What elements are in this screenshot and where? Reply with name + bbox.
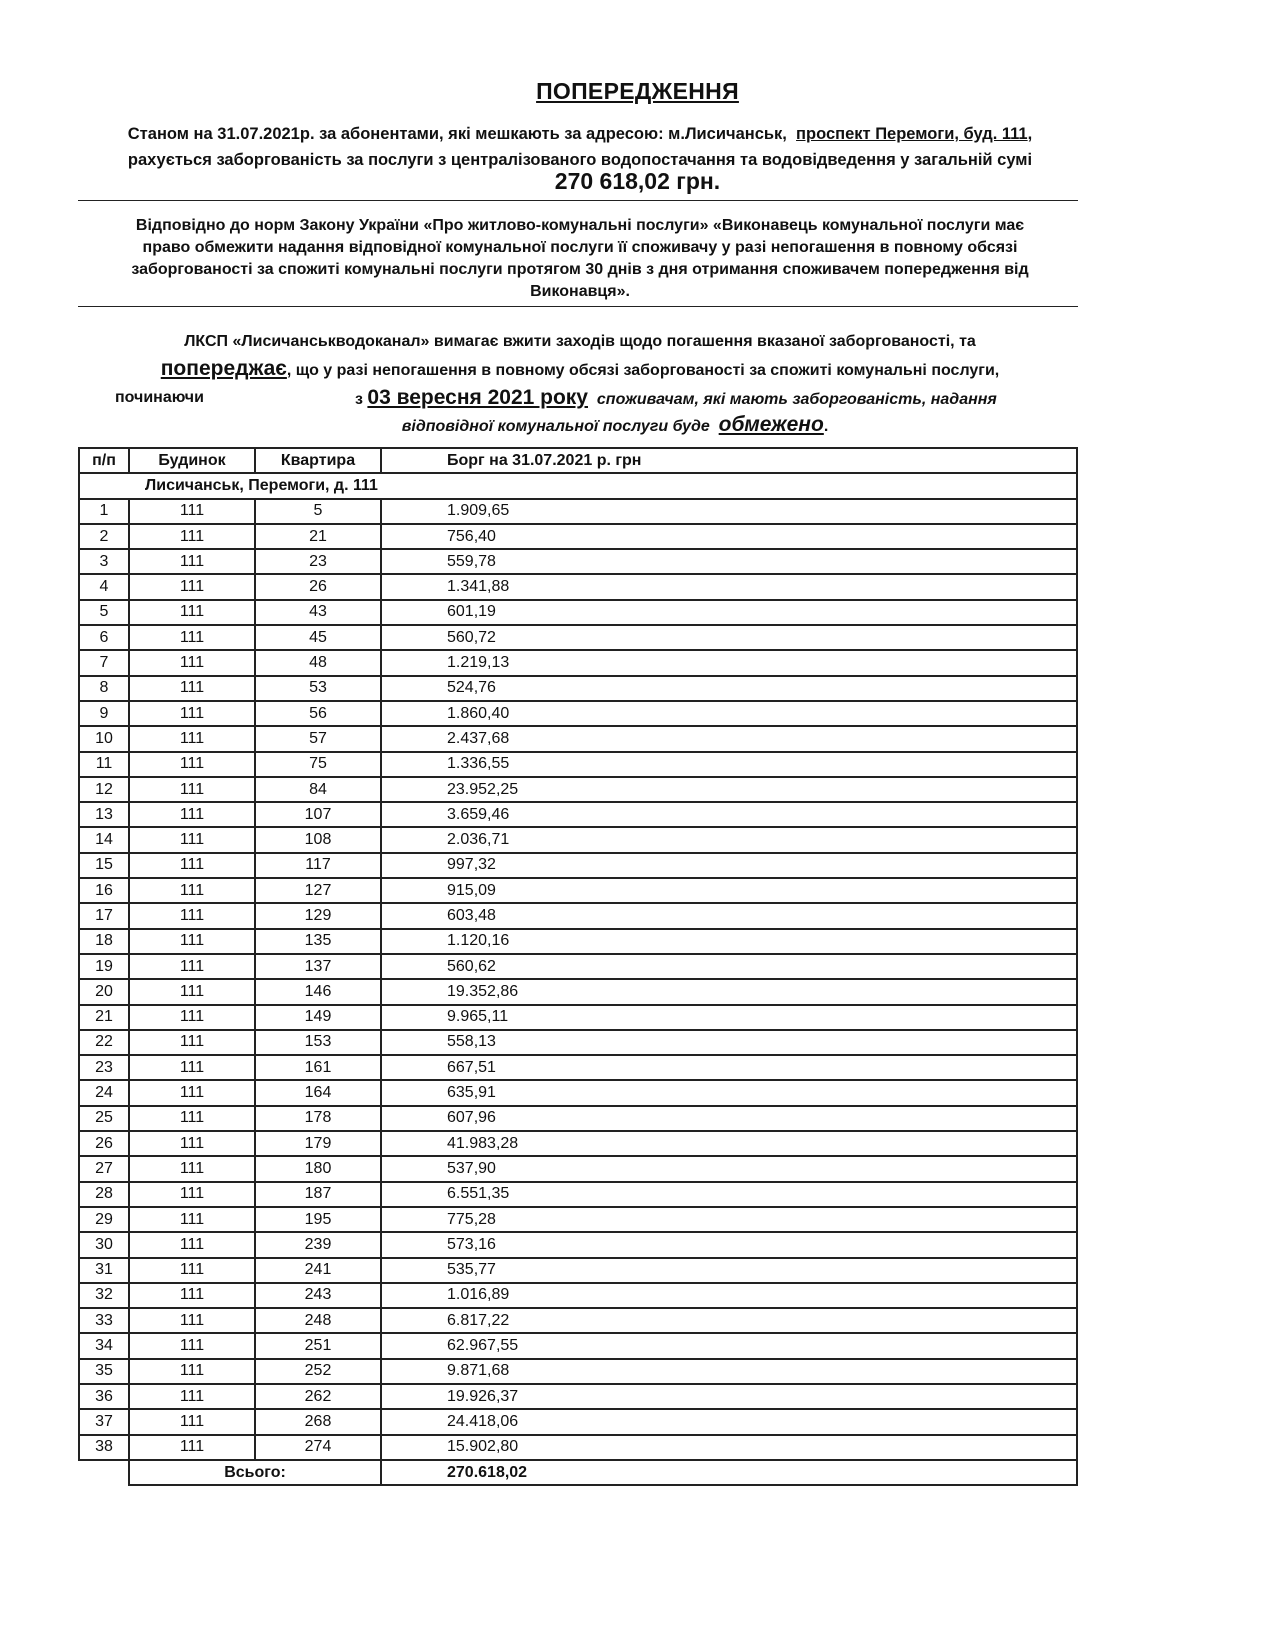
row-apartment: 262	[255, 1384, 381, 1409]
table-row	[79, 954, 1077, 979]
row-building: 111	[129, 929, 255, 954]
row-number: 14	[79, 827, 129, 852]
header-number: п/п	[79, 448, 129, 473]
row-debt: 9.965,11	[381, 1005, 1077, 1030]
row-number: 25	[79, 1106, 129, 1131]
row-building: 111	[129, 1232, 255, 1257]
row-apartment: 23	[255, 549, 381, 574]
row-number: 15	[79, 853, 129, 878]
row-debt: 997,32	[381, 853, 1077, 878]
row-building: 111	[129, 1182, 255, 1207]
row-building: 111	[129, 1131, 255, 1156]
table-row	[79, 752, 1077, 777]
address-subheader: Лисичанськ, Перемоги, д. 111	[79, 473, 1077, 498]
intro-comma: ,	[1027, 125, 1033, 143]
row-number: 36	[79, 1384, 129, 1409]
row-debt: 6.817,22	[381, 1308, 1077, 1333]
row-debt: 775,28	[381, 1207, 1077, 1232]
table-row	[79, 1258, 1077, 1283]
row-debt: 1.336,55	[381, 752, 1077, 777]
total-sum: 270 618,02 грн.	[554, 168, 721, 194]
row-building: 111	[129, 1030, 255, 1055]
table-row	[79, 1308, 1077, 1333]
table-row	[79, 600, 1077, 625]
row-apartment: 248	[255, 1308, 381, 1333]
row-building: 111	[129, 752, 255, 777]
row-building: 111	[129, 701, 255, 726]
row-number: 11	[79, 752, 129, 777]
row-number: 23	[79, 1055, 129, 1080]
row-debt: 9.871,68	[381, 1359, 1077, 1384]
row-debt: 560,62	[381, 954, 1077, 979]
row-building: 111	[129, 1005, 255, 1030]
row-apartment: 75	[255, 752, 381, 777]
header-debt: Борг на 31.07.2021 р. грн	[381, 448, 1077, 473]
table-row	[79, 1182, 1077, 1207]
table-row	[79, 1131, 1077, 1156]
intro-paragraph	[80, 121, 1080, 173]
table-row	[79, 1106, 1077, 1131]
row-number: 35	[79, 1359, 129, 1384]
warning-period: .	[823, 418, 829, 435]
row-debt: 2.036,71	[381, 827, 1077, 852]
row-apartment: 48	[255, 650, 381, 675]
row-building: 111	[129, 853, 255, 878]
table-row	[79, 777, 1077, 802]
row-building: 111	[129, 903, 255, 928]
table-row	[79, 1080, 1077, 1105]
row-number: 10	[79, 726, 129, 751]
row-debt: 62.967,55	[381, 1333, 1077, 1358]
row-building: 111	[129, 1080, 255, 1105]
row-apartment: 161	[255, 1055, 381, 1080]
row-building: 111	[129, 1156, 255, 1181]
law-line: заборгованості за спожиті комунальні послуги протягом 30 днів з дня отримання споживачем попередження від	[131, 261, 1029, 278]
row-number: 19	[79, 954, 129, 979]
row-building: 111	[129, 574, 255, 599]
document-title: ПОПЕРЕДЖЕННЯ	[536, 78, 739, 104]
table-row	[79, 726, 1077, 751]
row-apartment: 243	[255, 1283, 381, 1308]
header-apartment: Квартира	[255, 448, 381, 473]
table-row	[79, 1207, 1077, 1232]
row-debt: 607,96	[381, 1106, 1077, 1131]
row-apartment: 53	[255, 676, 381, 701]
row-number: 6	[79, 625, 129, 650]
row-apartment: 179	[255, 1131, 381, 1156]
row-debt: 2.437,68	[381, 726, 1077, 751]
row-number: 8	[79, 676, 129, 701]
row-debt: 3.659,46	[381, 802, 1077, 827]
table-row	[79, 676, 1077, 701]
row-debt: 15.902,80	[381, 1435, 1077, 1460]
row-building: 111	[129, 726, 255, 751]
row-debt: 19.352,86	[381, 979, 1077, 1004]
row-apartment: 84	[255, 777, 381, 802]
row-number: 22	[79, 1030, 129, 1055]
row-debt: 558,13	[381, 1030, 1077, 1055]
law-paragraph	[80, 215, 1080, 303]
row-number: 33	[79, 1308, 129, 1333]
row-debt: 601,19	[381, 600, 1077, 625]
table-row	[79, 701, 1077, 726]
row-number: 4	[79, 574, 129, 599]
row-debt: 1.219,13	[381, 650, 1077, 675]
row-apartment: 153	[255, 1030, 381, 1055]
row-debt: 573,16	[381, 1232, 1077, 1257]
row-debt: 1.341,88	[381, 574, 1077, 599]
row-number: 3	[79, 549, 129, 574]
row-debt: 1.120,16	[381, 929, 1077, 954]
row-apartment: 107	[255, 802, 381, 827]
row-number: 1	[79, 499, 129, 524]
row-debt: 1.860,40	[381, 701, 1077, 726]
row-number: 7	[79, 650, 129, 675]
row-debt: 1.016,89	[381, 1283, 1077, 1308]
row-building: 111	[129, 878, 255, 903]
law-line: право обмежити надання відповідної комунальної послуги її споживачу у разі непогашення в повному обсязі	[142, 239, 1018, 256]
table-row	[79, 853, 1077, 878]
row-apartment: 268	[255, 1409, 381, 1434]
restriction-date: 03 вересня 2021 року	[367, 386, 588, 409]
table-row	[79, 650, 1077, 675]
warning-line1: ЛКСП «Лисичанськводоканал» вимагає вжити заходів щодо погашення вказаної заборгованості, та	[184, 333, 976, 350]
row-building: 111	[129, 1384, 255, 1409]
row-apartment: 241	[255, 1258, 381, 1283]
row-apartment: 274	[255, 1435, 381, 1460]
table-row	[79, 903, 1077, 928]
row-apartment: 108	[255, 827, 381, 852]
row-number: 29	[79, 1207, 129, 1232]
table-row	[79, 1156, 1077, 1181]
row-building: 111	[129, 499, 255, 524]
row-number: 13	[79, 802, 129, 827]
row-apartment: 45	[255, 625, 381, 650]
row-number: 31	[79, 1258, 129, 1283]
table-row	[79, 549, 1077, 574]
row-debt: 756,40	[381, 524, 1077, 549]
row-debt: 41.983,28	[381, 1131, 1077, 1156]
row-number: 24	[79, 1080, 129, 1105]
intro-address: проспект Перемоги, буд. 111	[796, 125, 1028, 143]
row-number: 30	[79, 1232, 129, 1257]
row-apartment: 137	[255, 954, 381, 979]
address-subheader-row	[79, 473, 1077, 498]
row-building: 111	[129, 1258, 255, 1283]
table-row	[79, 1359, 1077, 1384]
table-row	[79, 499, 1077, 524]
row-apartment: 187	[255, 1182, 381, 1207]
row-number: 20	[79, 979, 129, 1004]
row-number: 26	[79, 1131, 129, 1156]
row-apartment: 252	[255, 1359, 381, 1384]
row-apartment: 57	[255, 726, 381, 751]
row-building: 111	[129, 1283, 255, 1308]
row-debt: 603,48	[381, 903, 1077, 928]
table-row	[79, 878, 1077, 903]
row-number: 27	[79, 1156, 129, 1181]
divider	[78, 306, 1078, 307]
row-building: 111	[129, 1207, 255, 1232]
table-row	[79, 929, 1077, 954]
law-line: Відповідно до норм Закону України «Про житлово-комунальні послуги» «Виконавець комунальної послуги має	[135, 217, 1025, 234]
row-number: 12	[79, 777, 129, 802]
row-debt: 560,72	[381, 625, 1077, 650]
row-apartment: 5	[255, 499, 381, 524]
table-row	[79, 1384, 1077, 1409]
row-building: 111	[129, 549, 255, 574]
table-row	[79, 1283, 1077, 1308]
total-row	[79, 1460, 1077, 1485]
row-apartment: 127	[255, 878, 381, 903]
warning-line2: , що у разі непогашення в повному обсязі заборгованості за спожиті комунальні послуги,	[286, 362, 1000, 379]
warning-line4: відповідної комунальної послуги буде	[401, 418, 710, 435]
row-apartment: 149	[255, 1005, 381, 1030]
row-number: 5	[79, 600, 129, 625]
row-apartment: 178	[255, 1106, 381, 1131]
warning-paragraph	[80, 328, 1080, 440]
table-row	[79, 1409, 1077, 1434]
row-debt: 635,91	[381, 1080, 1077, 1105]
table-header-row	[79, 448, 1077, 473]
row-number: 37	[79, 1409, 129, 1434]
row-debt: 915,09	[381, 878, 1077, 903]
table-row	[79, 979, 1077, 1004]
row-apartment: 195	[255, 1207, 381, 1232]
row-debt: 537,90	[381, 1156, 1077, 1181]
divider	[78, 200, 1078, 201]
row-debt: 667,51	[381, 1055, 1077, 1080]
row-debt: 524,76	[381, 676, 1077, 701]
row-apartment: 239	[255, 1232, 381, 1257]
table-row	[79, 1030, 1077, 1055]
row-building: 111	[129, 954, 255, 979]
row-debt: 1.909,65	[381, 499, 1077, 524]
warning-from: з	[355, 391, 363, 408]
row-number: 28	[79, 1182, 129, 1207]
total-label: Всього:	[129, 1460, 381, 1485]
row-number: 9	[79, 701, 129, 726]
row-apartment: 56	[255, 701, 381, 726]
row-debt: 24.418,06	[381, 1409, 1077, 1434]
row-number: 2	[79, 524, 129, 549]
row-apartment: 129	[255, 903, 381, 928]
row-building: 111	[129, 1308, 255, 1333]
total-blank	[79, 1460, 129, 1485]
row-building: 111	[129, 802, 255, 827]
row-apartment: 21	[255, 524, 381, 549]
row-apartment: 180	[255, 1156, 381, 1181]
row-apartment: 135	[255, 929, 381, 954]
law-line: Виконавця».	[530, 283, 630, 300]
table-row	[79, 1005, 1077, 1030]
row-debt: 6.551,35	[381, 1182, 1077, 1207]
row-building: 111	[129, 827, 255, 852]
debt-table	[78, 447, 1078, 1486]
warning-emphasis: попереджає	[160, 357, 287, 380]
restricted-emphasis: обмежено	[718, 413, 824, 436]
row-number: 32	[79, 1283, 129, 1308]
table-row	[79, 802, 1077, 827]
row-apartment: 26	[255, 574, 381, 599]
row-building: 111	[129, 1409, 255, 1434]
row-apartment: 43	[255, 600, 381, 625]
row-number: 18	[79, 929, 129, 954]
row-number: 21	[79, 1005, 129, 1030]
row-apartment: 251	[255, 1333, 381, 1358]
row-debt: 19.926,37	[381, 1384, 1077, 1409]
table-row	[79, 1055, 1077, 1080]
row-debt: 535,77	[381, 1258, 1077, 1283]
intro-line1: Станом на 31.07.2021р. за абонентами, які мешкають за адресою: м.Лисичанськ,	[127, 125, 787, 143]
row-apartment: 146	[255, 979, 381, 1004]
header-building: Будинок	[129, 448, 255, 473]
row-building: 111	[129, 600, 255, 625]
row-number: 34	[79, 1333, 129, 1358]
warning-starting: починаючи	[115, 389, 204, 406]
row-building: 111	[129, 1359, 255, 1384]
total-value: 270.618,02	[381, 1460, 1077, 1485]
row-building: 111	[129, 979, 255, 1004]
table-row	[79, 827, 1077, 852]
table-row	[79, 1333, 1077, 1358]
row-number: 17	[79, 903, 129, 928]
row-number: 38	[79, 1435, 129, 1460]
row-building: 111	[129, 676, 255, 701]
row-building: 111	[129, 777, 255, 802]
row-building: 111	[129, 625, 255, 650]
row-apartment: 164	[255, 1080, 381, 1105]
table-row	[79, 574, 1077, 599]
row-building: 111	[129, 1106, 255, 1131]
row-building: 111	[129, 524, 255, 549]
row-building: 111	[129, 650, 255, 675]
intro-line2: рахується заборгованість за послуги з централізованого водопостачання та водовідведення у загальній сумі	[127, 151, 1033, 169]
row-number: 16	[79, 878, 129, 903]
table-row	[79, 1435, 1077, 1460]
row-building: 111	[129, 1333, 255, 1358]
row-apartment: 117	[255, 853, 381, 878]
row-building: 111	[129, 1435, 255, 1460]
row-debt: 559,78	[381, 549, 1077, 574]
table-row	[79, 524, 1077, 549]
row-debt: 23.952,25	[381, 777, 1077, 802]
row-building: 111	[129, 1055, 255, 1080]
warning-line3: споживачам, які мають заборгованість, надання	[596, 391, 997, 408]
table-row	[79, 1232, 1077, 1257]
table-row	[79, 625, 1077, 650]
